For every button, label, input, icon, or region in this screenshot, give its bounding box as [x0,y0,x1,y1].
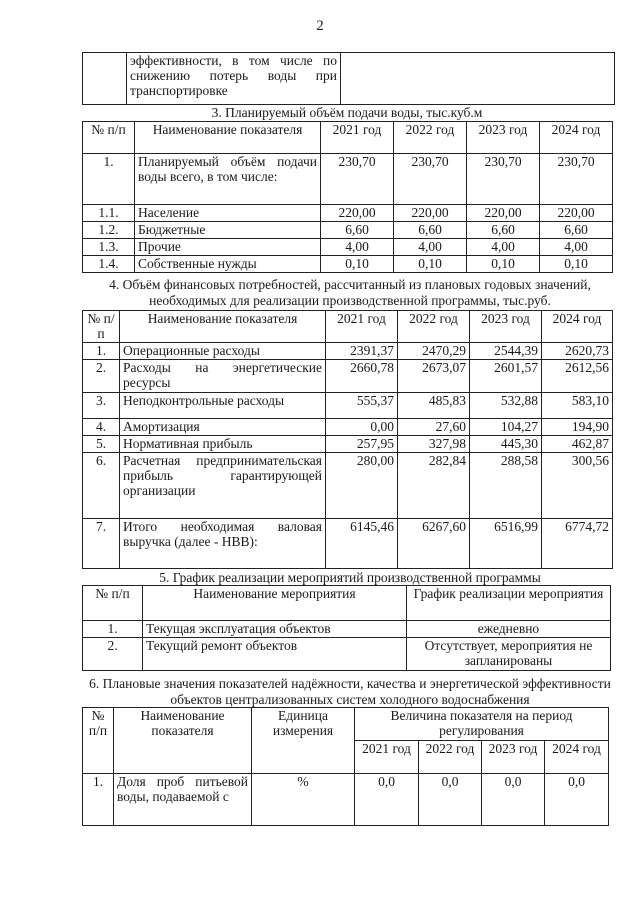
table-row: 3. Неподконтрольные расходы 555,37 485,83 532,88 583,10 [83,393,613,419]
table-row: 7. Итого необходимая валовая выручка (далее - НВВ): 6145,46 6267,60 6516,99 6774,72 [83,519,613,569]
table-row: 1. Доля проб питьевой воды, подаваемой с % 0,0 0,0 0,0 0,0 [83,774,609,826]
s6-header-name: Наименование показателя [114,708,252,774]
s6-header-unit: Единица измерения [252,708,355,774]
section4-title: 4. Объём финансовых потребностей, рассчитанный из плановых годовых значений, необходимых для реализации производственной программы, тыс.руб. [109,277,591,308]
table-row: 1.3. Прочие 4,00 4,00 4,00 4,00 [83,239,613,256]
section3-table [82,121,613,273]
table-row: 1.2. Бюджетные 6,60 6,60 6,60 6,60 [83,222,613,239]
top-fragment-text: эффективности, в том числе по снижению потерь воды при транспортировке [127,53,341,105]
top-fragment-table [82,52,615,105]
s3-header-n: № п/п [83,122,135,154]
s3-header-year: 2023 год [467,122,540,154]
table-row: 2. Текущий ремонт объектов Отсутствует, мероприятия не запланированы [83,638,611,671]
section4-table [82,310,613,569]
s6-header-n: № п/п [83,708,114,774]
table-row: 1. Текущая эксплуатация объектов ежедневно [83,621,611,638]
section5-table [82,585,611,671]
s6-header-year: 2024 год [545,741,609,774]
s5-header-name: Наименование мероприятия [143,586,407,621]
table-row: 1. Планируемый объём подачи воды всего, в том числе: 230,70 230,70 230,70 230,70 [83,154,613,205]
s5-header-schedule: График реализации мероприятия [407,586,611,621]
s6-header-year: 2021 год [355,741,419,774]
section3-title: 3. Планируемый объём подачи воды, тыс.куб.м [211,105,483,120]
s5-header-n: № п/п [83,586,143,621]
table-row: 6. Расчетная предпринимательская прибыль гарантирующей организации 280,00 282,84 288,58 300,56 [83,453,613,519]
page-number: 2 [316,18,324,34]
table-row: 1. Операционные расходы 2391,37 2470,29 2544,39 2620,73 [83,343,613,360]
table-row: 1.4. Собственные нужды 0,10 0,10 0,10 0,10 [83,256,613,273]
s4-header-year: 2022 год [398,311,470,343]
section5-title: 5. График реализации мероприятий производственной программы [159,570,541,585]
s4-header-year: 2021 год [326,311,398,343]
s4-header-name: Наименование показателя [120,311,326,343]
s3-header-year: 2022 год [394,122,467,154]
table-row: 1.1. Население 220,00 220,00 220,00 220,00 [83,205,613,222]
s6-header-period: Величина показателя на период регулирования [355,708,609,741]
s4-header-year: 2024 год [542,311,613,343]
table-row: 5. Нормативная прибыль 257,95 327,98 445,30 462,87 [83,436,613,453]
s4-header-n: № п/п [83,311,120,343]
s4-header-year: 2023 год [470,311,542,343]
s6-header-year: 2022 год [419,741,482,774]
s3-header-year: 2024 год [540,122,613,154]
s3-header-name: Наименование показателя [135,122,321,154]
s3-header-year: 2021 год [321,122,394,154]
table-row: 4. Амортизация 0,00 27,60 104,27 194,90 [83,419,613,436]
section6-table [82,707,609,826]
s6-header-year: 2023 год [482,741,545,774]
section6-title: 6. Плановые значения показателей надёжности, качества и энергетической эффективности объектов централизованных систем холодного водоснабжения [89,676,611,707]
table-row: 2. Расходы на энергетические ресурсы 2660,78 2673,07 2601,57 2612,56 [83,360,613,393]
